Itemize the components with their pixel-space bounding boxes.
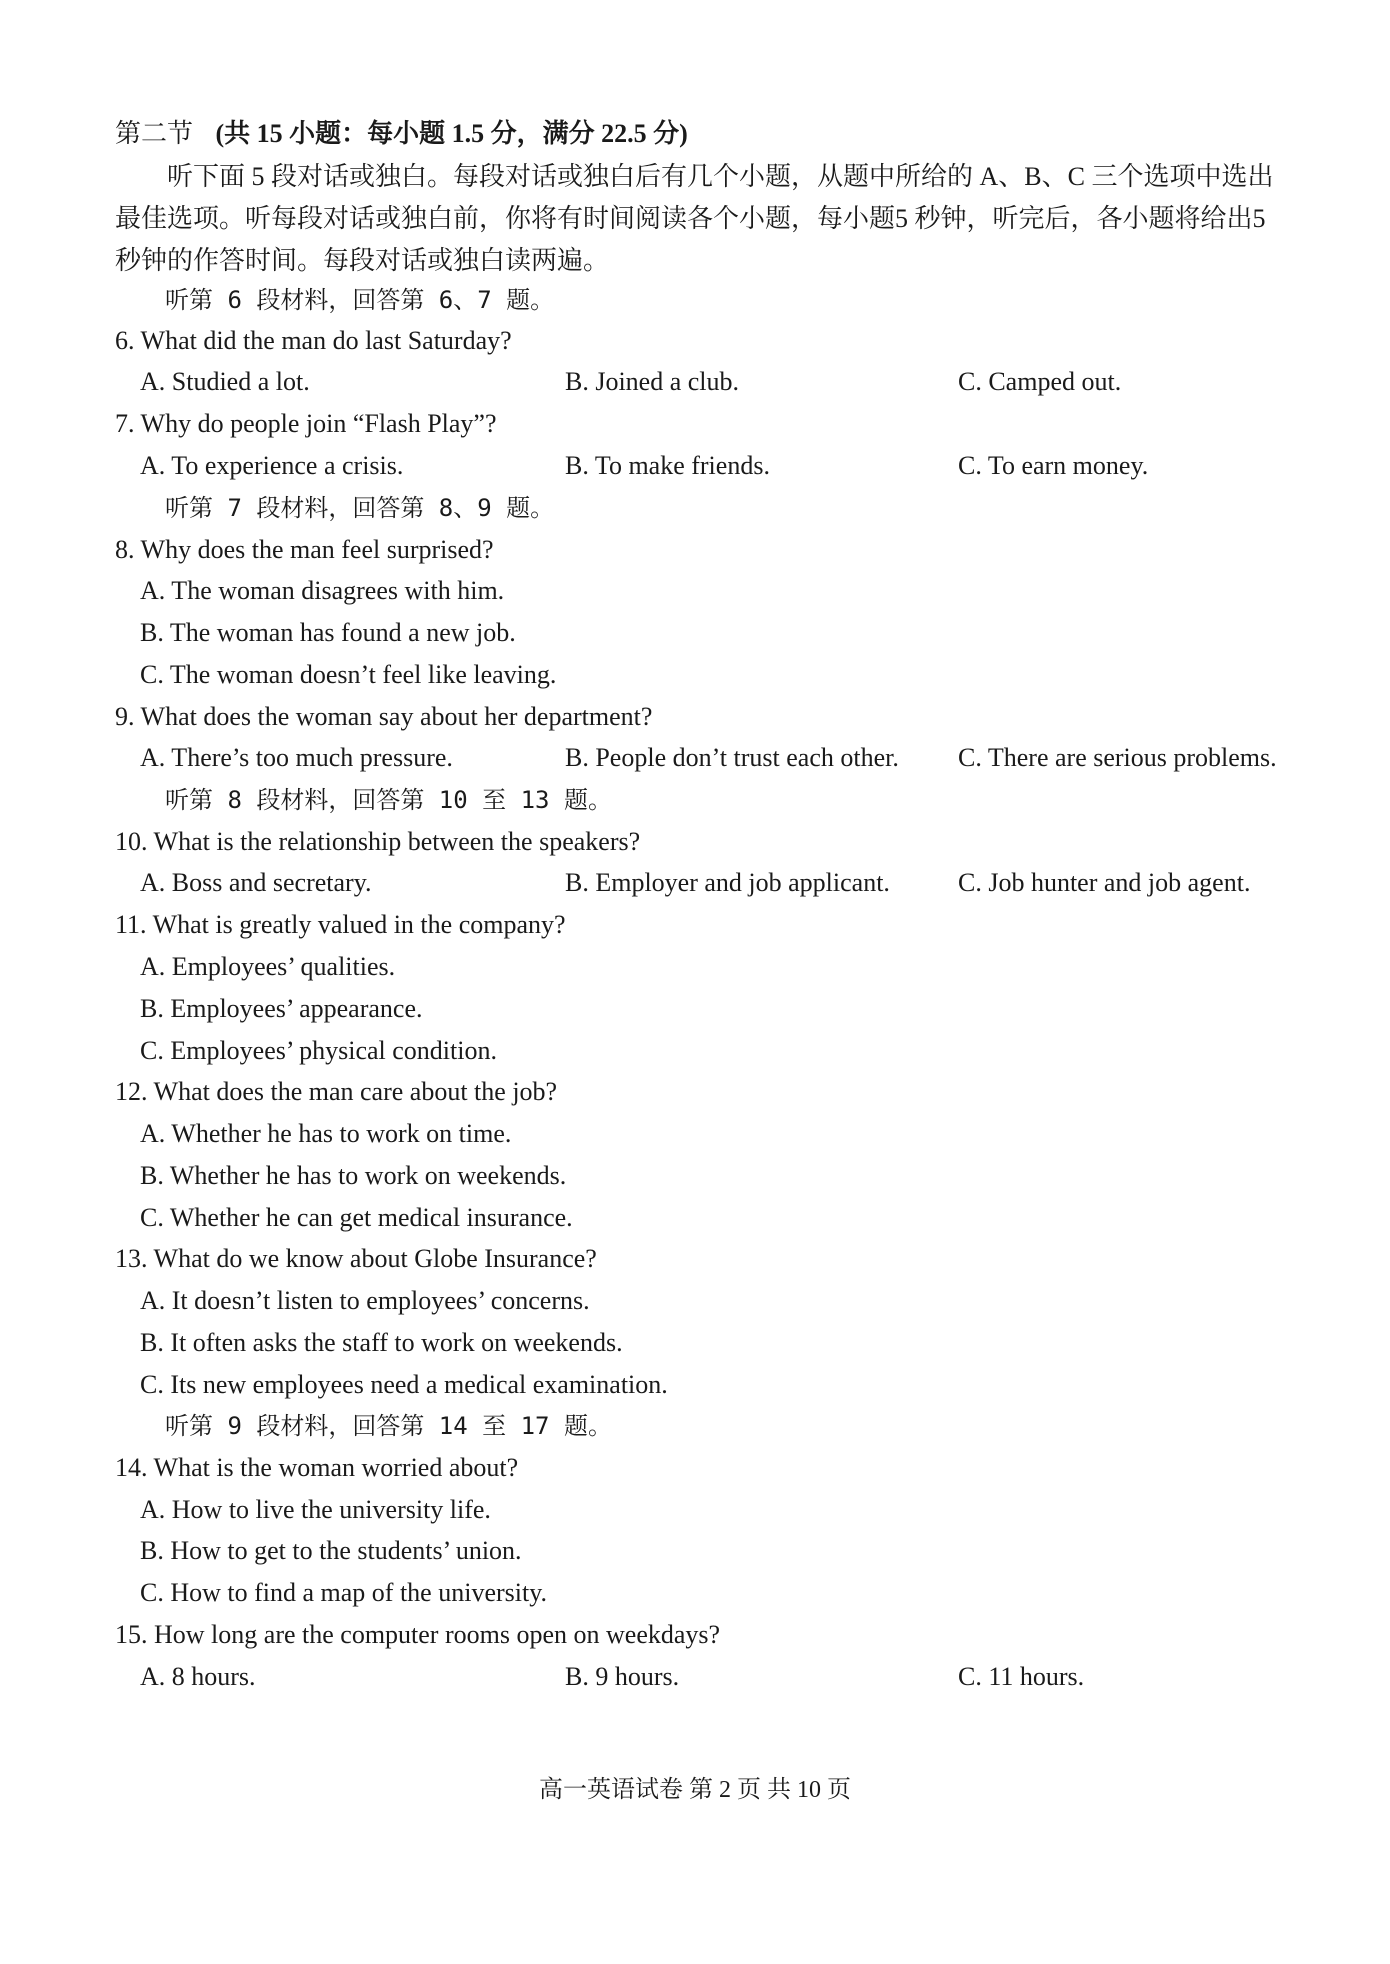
question-9-option-c: C. There are serious problems.: [958, 743, 1277, 772]
question-12-option-a: A. Whether he has to work on time.: [140, 1119, 512, 1148]
question-13-option-c: C. Its new employees need a medical examination.: [140, 1370, 668, 1399]
material-heading-9: 听第 9 段材料，回答第 14 至 17 题。: [165, 1412, 612, 1440]
question-8-option-a: A. The woman disagrees with him.: [140, 576, 505, 605]
question-15-option-b: B. 9 hours.: [565, 1662, 680, 1691]
question-11-stem: 11. What is greatly valued in the company?: [115, 910, 566, 939]
question-12-stem: 12. What does the man care about the job?: [115, 1077, 558, 1106]
question-13-option-a: A. It doesn’t listen to employees’ concerns.: [140, 1286, 590, 1315]
question-15-option-c: C. 11 hours.: [958, 1662, 1085, 1691]
question-7-option-b: B. To make friends.: [565, 451, 770, 480]
question-9-option-b: B. People don’t trust each other.: [565, 743, 899, 772]
question-8-option-b: B. The woman has found a new job.: [140, 618, 516, 647]
question-10-stem: 10. What is the relationship between the speakers?: [115, 827, 641, 856]
question-8-stem: 8. Why does the man feel surprised?: [115, 535, 494, 564]
question-11-option-a: A. Employees’ qualities.: [140, 952, 396, 981]
question-10-option-c: C. Job hunter and job agent.: [958, 868, 1251, 897]
question-14-option-c: C. How to find a map of the university.: [140, 1578, 548, 1607]
question-12-option-c: C. Whether he can get medical insurance.: [140, 1203, 573, 1232]
question-13-stem: 13. What do we know about Globe Insurance?: [115, 1244, 597, 1273]
section-instructions: [115, 156, 1295, 282]
question-10-option-a: A. Boss and secretary.: [140, 868, 372, 897]
question-10-option-b: B. Employer and job applicant.: [565, 868, 890, 897]
question-6-stem: 6. What did the man do last Saturday?: [115, 326, 512, 355]
question-11-option-b: B. Employees’ appearance.: [140, 994, 423, 1023]
question-7-stem: 7. Why do people join “Flash Play”?: [115, 409, 497, 438]
question-8-option-c: C. The woman doesn’t feel like leaving.: [140, 660, 557, 689]
question-12-option-b: B. Whether he has to work on weekends.: [140, 1161, 567, 1190]
section-title: [115, 114, 688, 154]
page-footer: 高一英语试卷 第 2 页 共 10 页: [539, 1777, 851, 1803]
question-14-option-a: A. How to live the university life.: [140, 1495, 491, 1524]
question-11-option-c: C. Employees’ physical condition.: [140, 1036, 497, 1065]
question-14-stem: 14. What is the woman worried about?: [115, 1453, 519, 1482]
section-title-detail: (共 15 小题：每小题 1.5 分，满分 22.5 分): [215, 119, 688, 148]
material-heading-8: 听第 8 段材料，回答第 10 至 13 题。: [165, 786, 612, 814]
question-13-option-b: B. It often asks the staff to work on weekends.: [140, 1328, 623, 1357]
question-15-option-a: A. 8 hours.: [140, 1662, 256, 1691]
question-7-option-a: A. To experience a crisis.: [140, 451, 404, 480]
section-title-prefix: 第二节: [115, 119, 194, 148]
question-7-option-c: C. To earn money.: [958, 451, 1149, 480]
question-6-option-b: B. Joined a club.: [565, 367, 740, 396]
instructions-text: 听下面 5 段对话或独白。每段对话或独白后有几个小题，从题中所给的 A、B、C 三个选项中选出最佳选项。听每段对话或独白前，你将有时间阅读各个小题，每小题5 秒钟，听完后，各小题将给出5 秒钟的作答时间。每段对话或独白读两遍。: [115, 162, 1274, 275]
question-14-option-b: B. How to get to the students’ union.: [140, 1536, 522, 1565]
material-heading-6: 听第 6 段材料，回答第 6、7 题。: [165, 286, 555, 314]
question-6-option-a: A. Studied a lot.: [140, 367, 310, 396]
question-15-stem: 15. How long are the computer rooms open on weekdays?: [115, 1620, 721, 1649]
material-heading-7: 听第 7 段材料，回答第 8、9 题。: [165, 494, 555, 522]
question-6-option-c: C. Camped out.: [958, 367, 1122, 396]
question-9-option-a: A. There’s too much pressure.: [140, 743, 453, 772]
question-9-stem: 9. What does the woman say about her department?: [115, 702, 653, 731]
